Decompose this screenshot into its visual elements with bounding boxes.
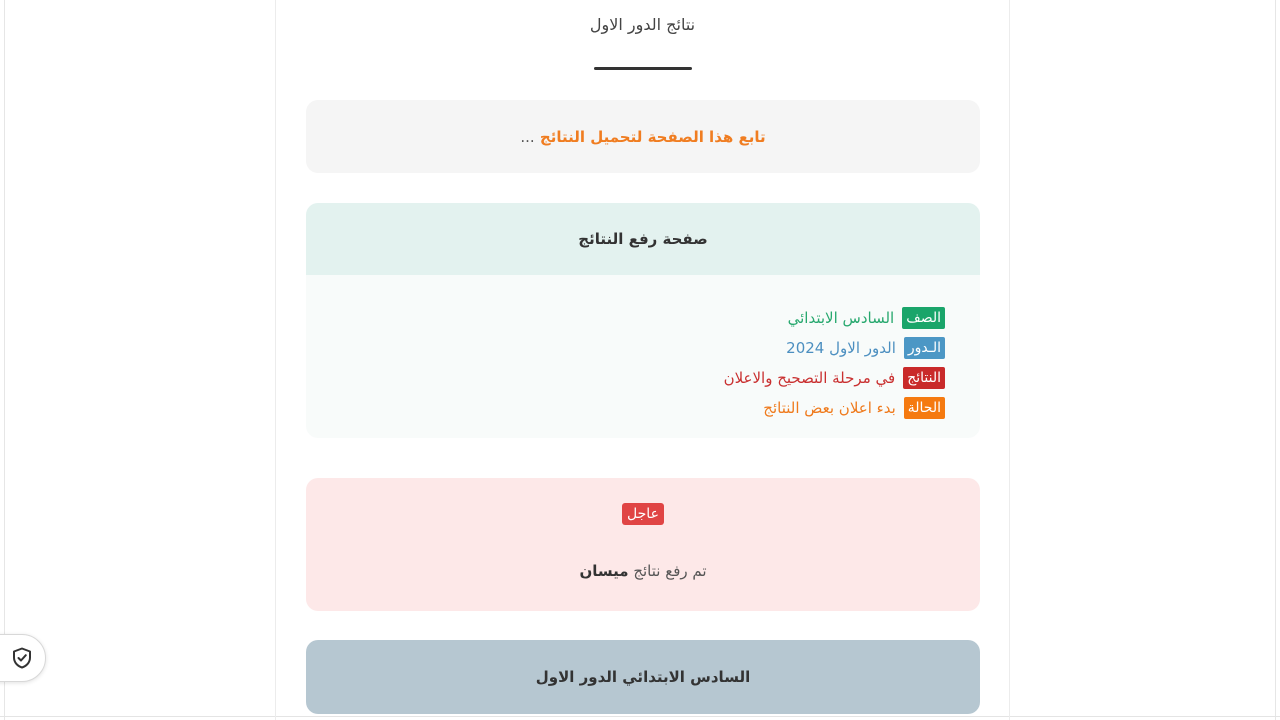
results-info-list <box>306 275 980 423</box>
notice-message: تابع هذا الصفحة لتحميل النتائج <box>539 127 766 146</box>
page-right-border <box>1275 0 1276 720</box>
grade-value: السادس الابتدائي <box>787 309 895 327</box>
results-value: في مرحلة التصحيح والاعلان <box>723 369 896 387</box>
grade-results-link[interactable]: السادس الابتدائي الدور الاول <box>306 640 980 714</box>
title-underline <box>594 67 692 70</box>
urgent-badge: عاجل <box>622 503 664 525</box>
notice-card <box>306 100 980 173</box>
round-value: الدور الاول 2024 <box>786 339 896 357</box>
round-badge: الـدور <box>904 337 945 359</box>
results-info-header: صفحة رفع النتائج <box>306 203 980 275</box>
alert-text-prefix: تم رفع نتائج <box>633 562 707 580</box>
info-row <box>306 393 945 423</box>
main-column <box>275 0 1010 720</box>
results-info-card <box>306 203 980 438</box>
page-title: نتائج الدور الاول <box>589 15 696 34</box>
page-left-border <box>4 0 5 720</box>
shield-check-icon <box>12 647 32 669</box>
results-badge: النتائج <box>903 367 945 389</box>
info-row <box>306 303 945 333</box>
grade-badge: الصف <box>902 307 945 329</box>
privacy-shield-button[interactable] <box>0 634 46 682</box>
notice-dots: ... <box>520 127 535 146</box>
status-badge: الحالة <box>904 397 945 419</box>
info-row <box>306 333 945 363</box>
alert-text-bold: ميسان <box>579 562 629 580</box>
notice-text <box>520 128 765 146</box>
alert-text <box>306 562 980 580</box>
status-value: بدء اعلان بعض النتائج <box>763 399 896 417</box>
urgent-alert-card <box>306 478 980 611</box>
info-row <box>306 363 945 393</box>
